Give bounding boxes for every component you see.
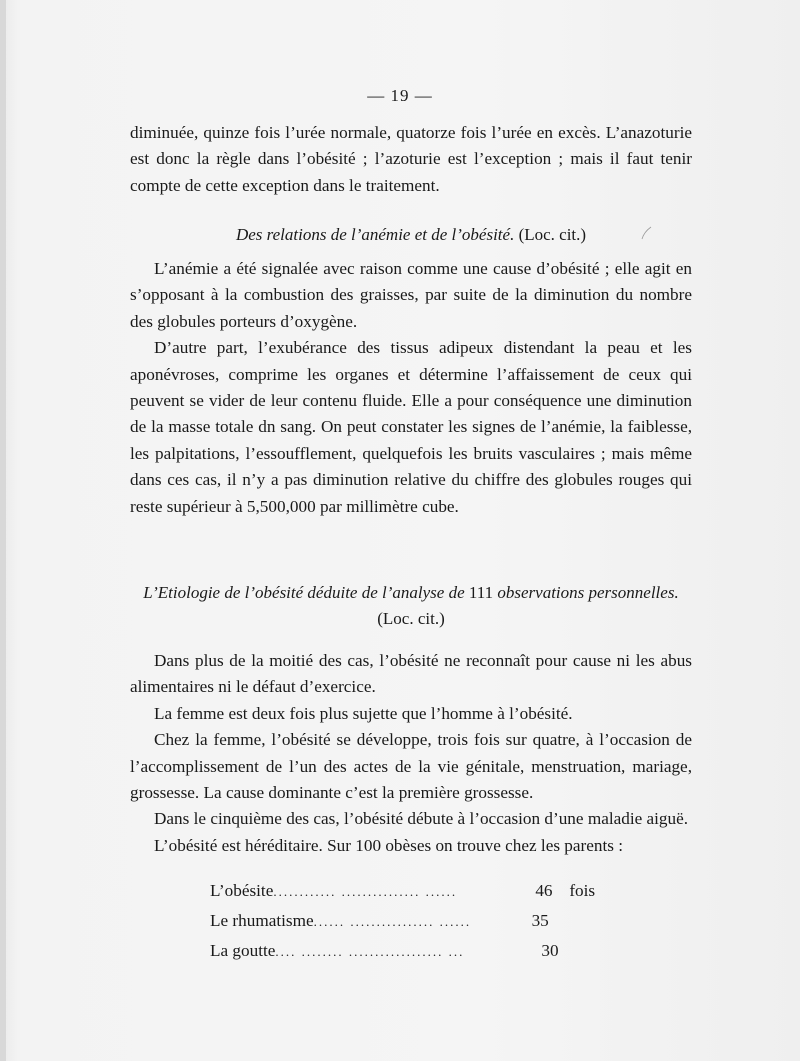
section2-paragraph-1: Dans plus de la moitié des cas, l’obésité ne reconnaît pour cause ni les abus alimentaires ni le défaut d’exercice. [130, 651, 692, 697]
section2-title-part2: observations personnelles. [497, 583, 679, 602]
stat-label: Le rhumatisme [210, 911, 314, 930]
leader-dots: ...... ................ ...... [313, 914, 472, 929]
section2-title-number: 111 [468, 583, 494, 602]
section2-paragraph-2: La femme est deux fois plus sujette que l’homme à l’obésité. [154, 703, 573, 723]
stat-label: La goutte [210, 941, 276, 960]
section2-source: (Loc. cit.) [377, 609, 445, 628]
stat-value: 35 [531, 911, 549, 930]
section2-heading [130, 580, 692, 632]
section1-heading [130, 222, 692, 248]
stat-row-gout [210, 936, 630, 966]
section2-body [130, 648, 692, 859]
intro-paragraph-block [130, 120, 692, 199]
section1-paragraph-1: L’anémie a été signalée avec raison comme une cause d’obésité ; elle agit en s’opposant à la combustion des graisses, par suite de la diminution du nombre des globules porteurs d’oxygène. [130, 259, 692, 331]
section1-source: (Loc. cit.) [518, 225, 587, 244]
section2-title-part1: L’Etiologie de l’obésité déduite de l’analyse de [143, 583, 465, 602]
stat-row-rheumatism [210, 906, 630, 936]
stat-row-obesity [210, 876, 630, 906]
stat-value: 46 [535, 881, 553, 900]
page-left-edge [0, 0, 6, 1061]
stat-label: L’obésite [210, 881, 274, 900]
section1-title: Des relations de l’anémie et de l’obésité. [235, 225, 515, 244]
section1-body [130, 256, 692, 520]
leader-dots: .... ........ .................. ... [275, 944, 465, 959]
section2-paragraph-4: Dans le cinquième des cas, l’obésité débute à l’occasion d’une maladie aiguë. [154, 809, 689, 829]
stat-value: 30 [541, 941, 559, 960]
intro-paragraph: diminuée, quinze fois l’urée normale, quatorze fois l’urée en excès. L’anazoturie est donc la règle dans l’obésité ; l’azoturie est l’exception ; mais il faut tenir compte de cette exception dans le traitement. [130, 123, 692, 195]
leader-dots: ............ ............... ...... [273, 884, 458, 899]
section2-paragraph-5: L’obésité est héréditaire. Sur 100 obèses on trouve chez les parents : [154, 835, 624, 855]
pencil-mark-icon [640, 226, 652, 240]
page-number: — 19 — [367, 86, 433, 105]
heredity-stats-list [210, 876, 630, 966]
stat-unit: fois [569, 881, 596, 900]
section2-paragraph-3: Chez la femme, l’obésité se développe, trois fois sur quatre, à l’occasion de l’accomplissement de l’un des actes de la vie génitale, menstruation, mariage, grossesse. La cause dominante c’est la première grossesse. [130, 730, 692, 803]
section1-paragraph-2: D’autre part, l’exubérance des tissus adipeux distendant la peau et les aponévroses, comprime les organes et détermine l’affaissement de ceux qui peuvent se vider de leur contenu fluide. Elle a pour conséquence une diminution de la masse totale dn sang. On peut constater les signes de l’anémie, la faiblesse, les palpitations, l’essoufflement, quelquefois les bruits vasculaires ; mais même dans ces cas, il n’y a pas diminution relative du chiffre des globules rouges qui reste supérieur à 5,500,000 par millimètre cube. [130, 338, 692, 516]
